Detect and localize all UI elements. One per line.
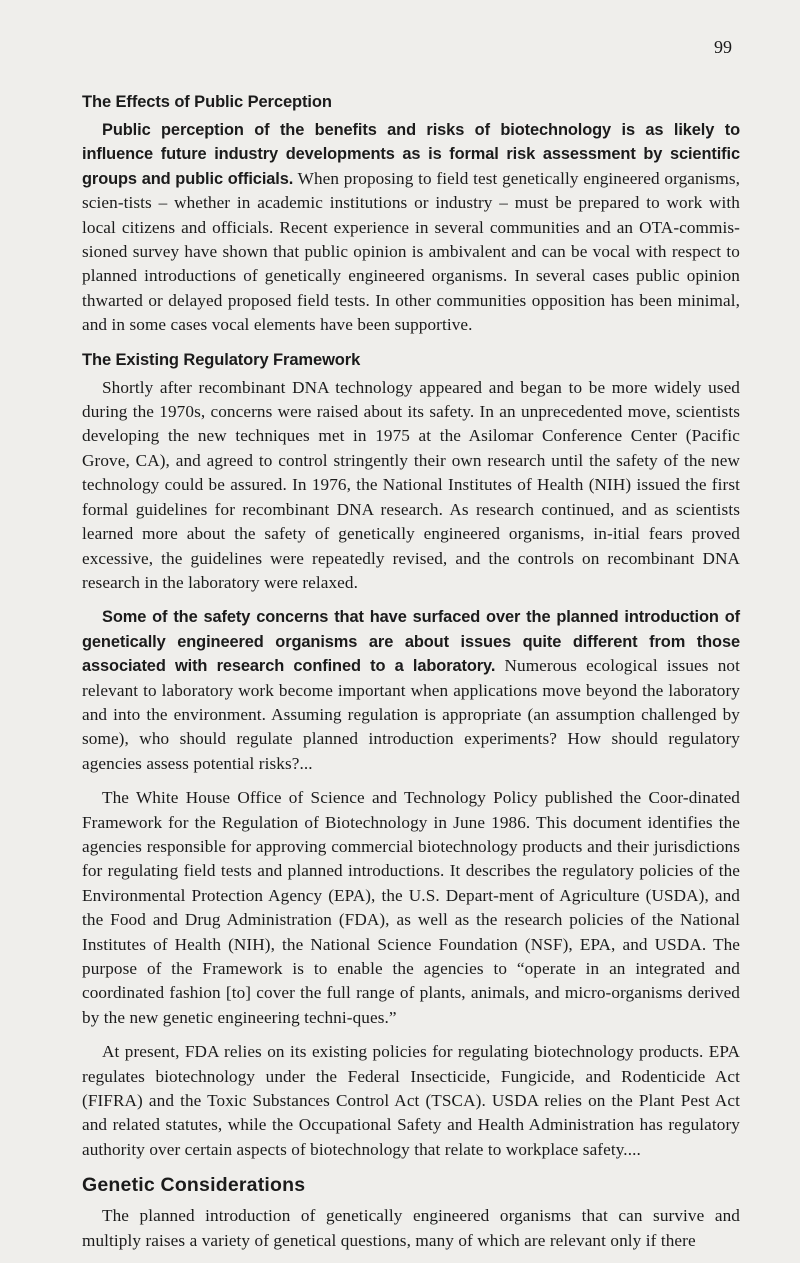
paragraph-effects-1 (82, 118, 740, 338)
paragraph-text: Numerous ecological issues not relevant to laboratory work become important when applications move beyond the laboratory and into the environment. Assuming regulation is appropriate (an assumption challenged by some), who should regulate planned introduction experiments? How should regulatory agencies assess potential risks?... (82, 656, 740, 773)
section-heading-framework: The Existing Regulatory Framework (82, 350, 361, 369)
paragraph-framework-1: Shortly after recombinant DNA technology appeared and began to be more widely used during the 1970s, concerns were raised about its safety. In an unprecedented move, scientists developing the new techniques met in 1975 at the Asilomar Conference Center (Pacific Grove, CA), and agreed to control stringently their own research until the safety of the new technology could be assured. In 1976, the National Institutes of Health (NIH) issued the first formal guidelines for recombinant DNA research. As research continued, and as scientists learned more about the safety of genetically engineered organisms, in-itial fears proved excessive, the guidelines were repeatedly revised, and the controls on recombinant DNA research in the laboratory were relaxed. (82, 377, 740, 592)
section-heading-effects: The Effects of Public Perception (82, 93, 332, 111)
bold-lead-sentence: Some of the safety concerns that have surfaced over the planned introduction of genetically engineered organisms are about issues quite different from those associated with research confined to a laboratory. (82, 608, 740, 676)
paragraph-framework-4: At present, FDA relies on its existing policies for regulating biotechnology products. EPA regulates biotechnology under the Federal Insecticide, Fungicide, and Rodenticide Act (FIFRA) and the Toxic Substances Control Act (TSCA). USDA relies on the Plant Pest Act and related statutes, while the Occupational Safety and Health Administration has regulatory authority over certain aspects of biotechnology that relate to workplace safety.... (82, 1042, 740, 1159)
paragraph-genetic-1: The planned introduction of genetically engineered organisms that can survive and multiply raises a variety of genetical questions, many of which are relevant only if there (82, 1206, 740, 1250)
bold-lead-sentence: Public perception of the benefits and risks of biotechnology is as likely to influence future industry developments as is formal risk assessment by scientific groups and public officials. (82, 121, 740, 188)
page-content (82, 90, 740, 1263)
section-heading-genetic: Genetic Considerations (82, 1174, 306, 1197)
page-number: 99 (714, 37, 732, 57)
paragraph-framework-2 (82, 605, 740, 776)
paragraph-text: When proposing to field test genetically engineered organisms, scien-tists – whether in academic institutions or industry – must be prepared to work with local citizens and officials. Recent experience in several communities and an OTA-commis-sioned survey have shown that public opinion is ambivalent and can be vocal with respect to planned introductions of genetically engineered organisms. In several cases public opinion thwarted or delayed proposed field tests. In other communities opposition has been minimal, and in some cases vocal elements have been supportive. (82, 168, 741, 335)
paragraph-framework-3: The White House Office of Science and Technology Policy published the Coor-dinated Framework for the Regulation of Biotechnology in June 1986. This document identifies the agencies responsible for approving commercial biotechnology products and their jurisdictions for regulating field tests and planned introductions. It describes the regulatory policies of the Environmental Protection Agency (EPA), the U.S. Depart-ment of Agriculture (USDA), and the Food and Drug Administration (FDA), as well as the research policies of the National Institutes of Health (NIH), the National Science Foundation (NSF), EPA, and USDA. The purpose of the Framework is to enable the agencies to “operate in an integrated and coordinated fashion [to] cover the full range of plants, animals, and micro-organisms derived by the new genetic engineering techni-ques.” (82, 788, 740, 1027)
